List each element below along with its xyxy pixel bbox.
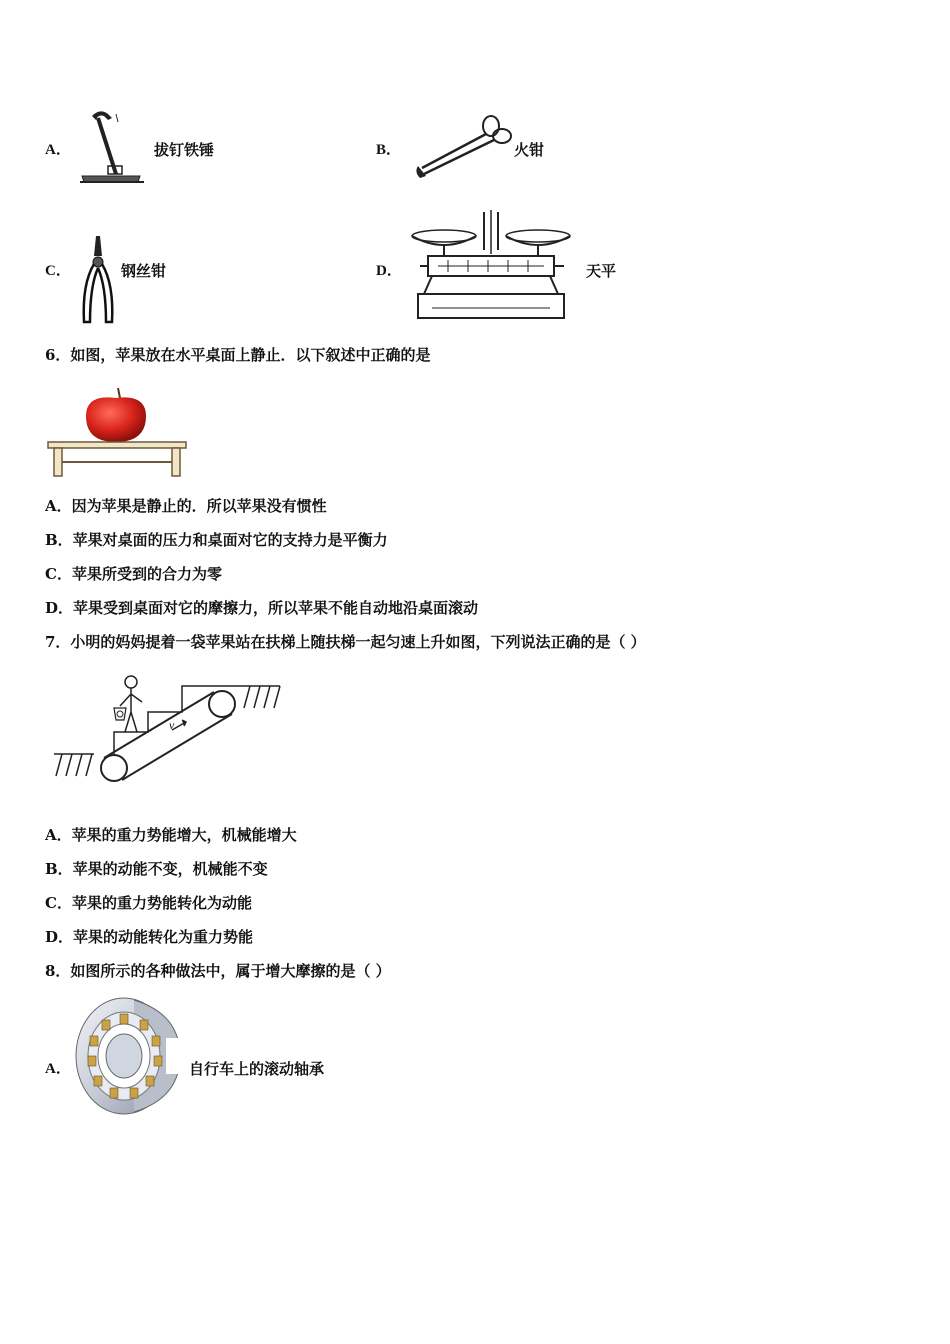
- option-d-letter: D．: [376, 263, 402, 279]
- option-a-text: 拔钉铁锤: [154, 141, 215, 159]
- question-6-stem: 6．如图，苹果放在水平桌面上静止．以下叙述中正确的是: [45, 346, 431, 364]
- option-d-text: 天平: [586, 262, 617, 280]
- rolling-bearing-figure: [72, 994, 184, 1118]
- question-7-stem: 7．小明的妈妈提着一袋苹果站在扶梯上随扶梯一起匀速上升如图，下列说法正确的是（ ）: [45, 633, 646, 651]
- question-6-option-c: C．苹果所受到的合力为零: [45, 565, 222, 583]
- question-8-option-a-text: 自行车上的滚动轴承: [189, 1060, 325, 1078]
- balance-scale-figure: [408, 210, 578, 326]
- question-7-option-b: B．苹果的动能不变，机械能不变: [45, 860, 268, 878]
- claw-hammer-figure: [78, 108, 148, 188]
- question-6-option-d: D．苹果受到桌面对它的摩擦力，所以苹果不能自动地沿桌面滚动: [45, 599, 479, 617]
- option-b-letter: B．: [376, 142, 402, 158]
- option-a-letter: A．: [45, 142, 71, 158]
- question-6-option-b: B．苹果对桌面的压力和桌面对它的支持力是平衡力: [45, 531, 388, 549]
- question-7-option-a: A．苹果的重力势能增大，机械能增大: [45, 826, 297, 844]
- question-6-option-a: A．因为苹果是静止的．所以苹果没有惯性: [45, 497, 327, 515]
- question-8-option-a-letter: A．: [45, 1061, 71, 1077]
- option-b-text: 火钳: [514, 141, 545, 159]
- question-7-option-c: C．苹果的重力势能转化为动能: [45, 894, 252, 912]
- fire-tongs-figure: [412, 112, 512, 182]
- apple-on-table-figure: [46, 386, 188, 480]
- velocity-label: v: [169, 718, 175, 732]
- question-7-option-d: D．苹果的动能转化为重力势能: [45, 928, 254, 946]
- option-c-text: 钢丝钳: [121, 262, 167, 280]
- option-c-letter: C．: [45, 263, 71, 279]
- wire-pliers-figure: [80, 234, 116, 326]
- question-8-stem: 8．如图所示的各种做法中，属于增大摩擦的是（ ）: [45, 962, 391, 980]
